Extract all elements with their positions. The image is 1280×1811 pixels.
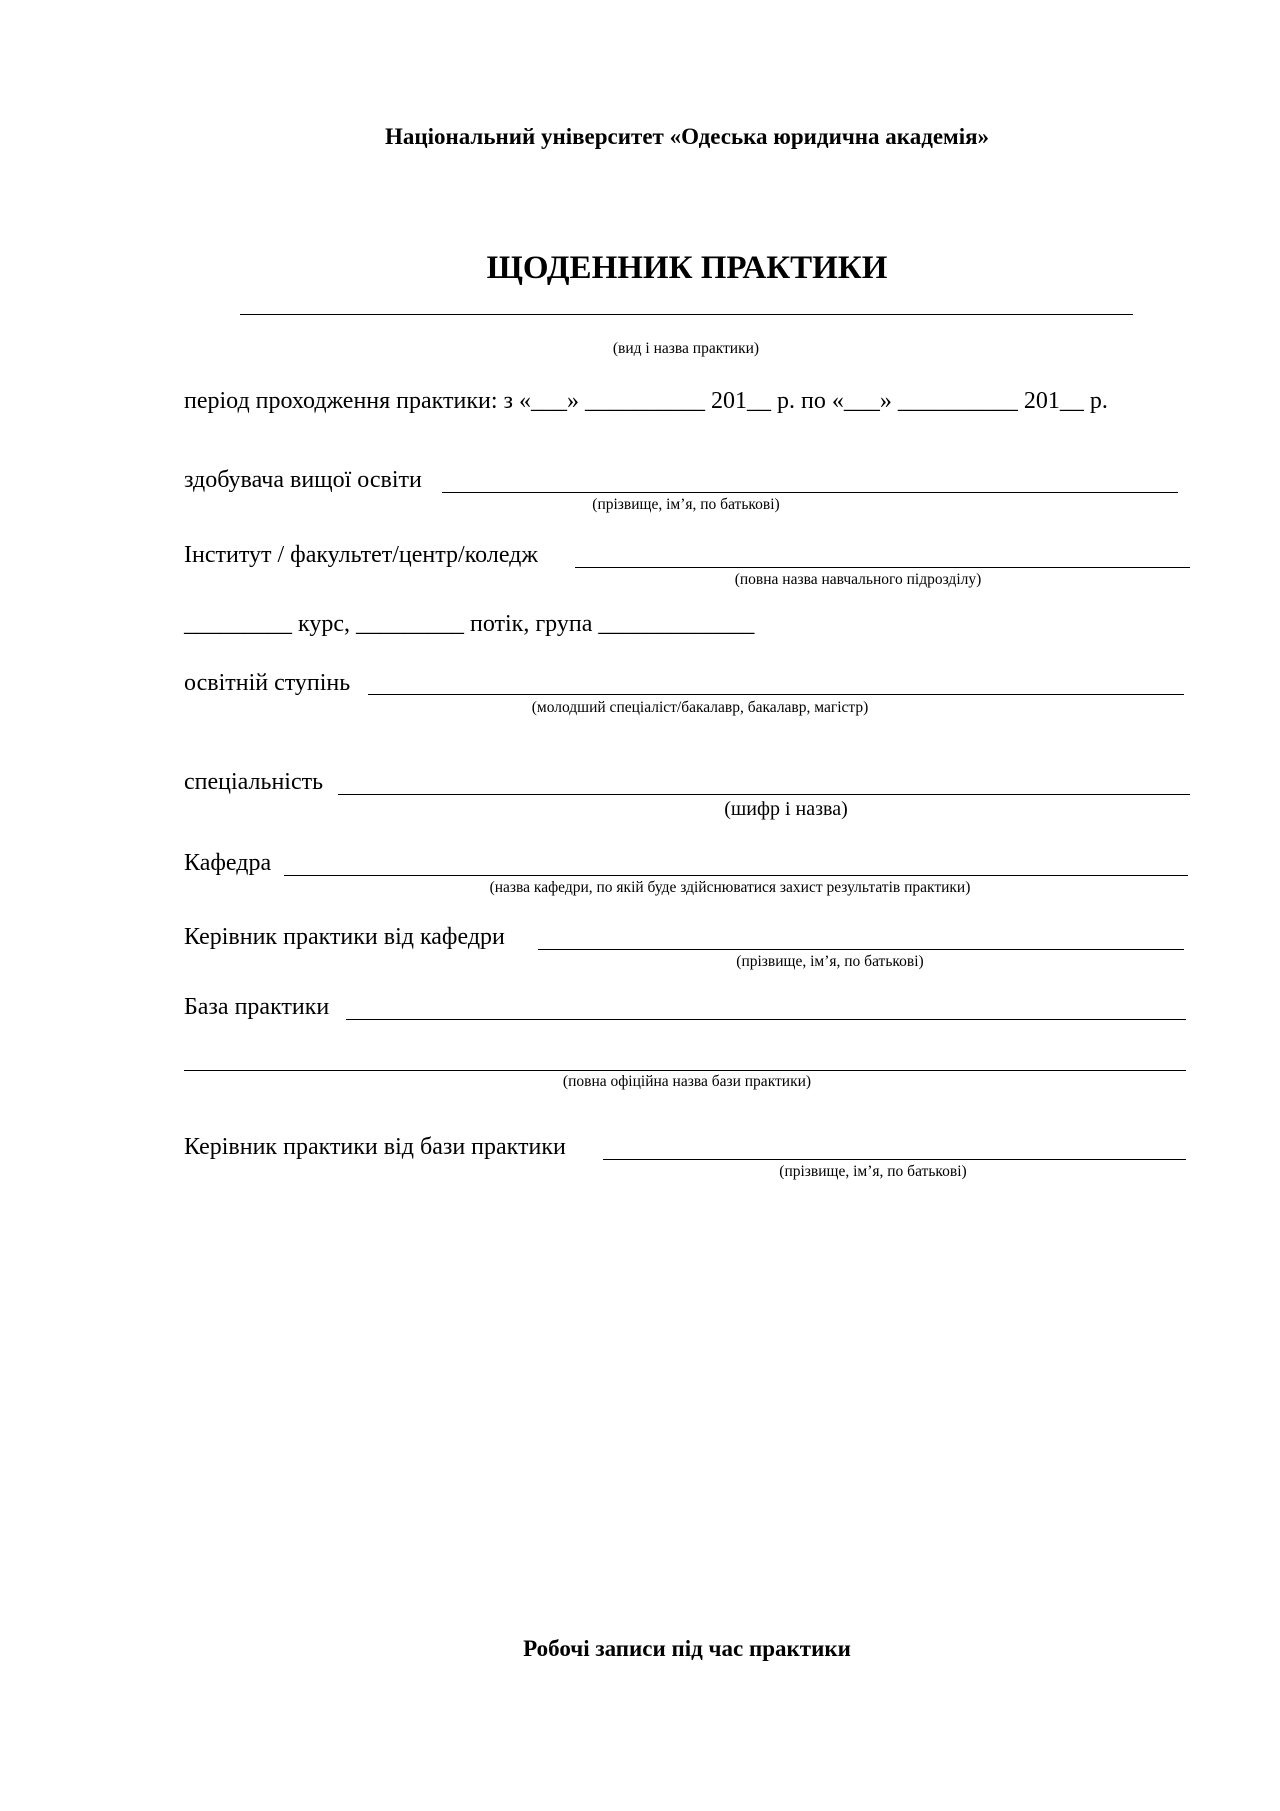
student-caption: (прізвище, ім’я, по батькові) bbox=[592, 496, 780, 513]
dept-supervisor-line[interactable] bbox=[538, 949, 1184, 950]
dept-supervisor-caption: (прізвище, ім’я, по батькові) bbox=[736, 953, 924, 970]
practice-type-line[interactable] bbox=[240, 314, 1133, 315]
degree-label: освітній ступінь bbox=[184, 670, 351, 696]
specialty-line[interactable] bbox=[338, 794, 1190, 795]
dept-supervisor-label: Керівник практики від кафедри bbox=[184, 924, 505, 950]
institute-label: Інститут / факультет/центр/коледж bbox=[184, 542, 538, 568]
degree-caption: (молодший спеціаліст/бакалавр, бакалавр, магістр) bbox=[531, 699, 869, 716]
specialty-caption: (шифр і назва) bbox=[724, 798, 848, 820]
base-line-1[interactable] bbox=[346, 1019, 1186, 1020]
base-label: База практики bbox=[184, 994, 330, 1020]
student-name-line[interactable] bbox=[442, 492, 1178, 493]
period-field[interactable]: період проходження практики: з «___» __________ 201__ р. по «___» __________ 201__ р. bbox=[184, 388, 1108, 414]
course-group-field[interactable]: _________ курс, _________ потік, група _____________ bbox=[184, 611, 755, 637]
practice-type-caption: (вид і назва практики) bbox=[612, 340, 760, 357]
base-supervisor-line[interactable] bbox=[603, 1159, 1186, 1160]
base-supervisor-label: Керівник практики від бази практики bbox=[184, 1134, 566, 1160]
base-caption: (повна офіційна назва бази практики) bbox=[562, 1073, 812, 1090]
page-title: ЩОДЕННИК ПРАКТИКИ bbox=[486, 250, 888, 286]
institute-caption: (повна назва навчального підрозділу) bbox=[734, 571, 982, 588]
institute-line[interactable] bbox=[575, 567, 1190, 568]
department-label: Кафедра bbox=[184, 850, 272, 876]
work-notes-title: Робочі записи під час практики bbox=[523, 1636, 851, 1661]
student-label: здобувача вищої освіти bbox=[184, 467, 422, 493]
base-supervisor-caption: (прізвище, ім’я, по батькові) bbox=[779, 1163, 967, 1180]
degree-line[interactable] bbox=[368, 694, 1184, 695]
specialty-label: спеціальність bbox=[184, 769, 324, 795]
university-name: Національний університет «Одеська юридична академія» bbox=[384, 124, 990, 149]
department-caption: (назва кафедри, по якій буде здійснюватися захист результатів практики) bbox=[489, 879, 971, 896]
base-line-2[interactable] bbox=[184, 1070, 1186, 1071]
department-line[interactable] bbox=[284, 875, 1188, 876]
